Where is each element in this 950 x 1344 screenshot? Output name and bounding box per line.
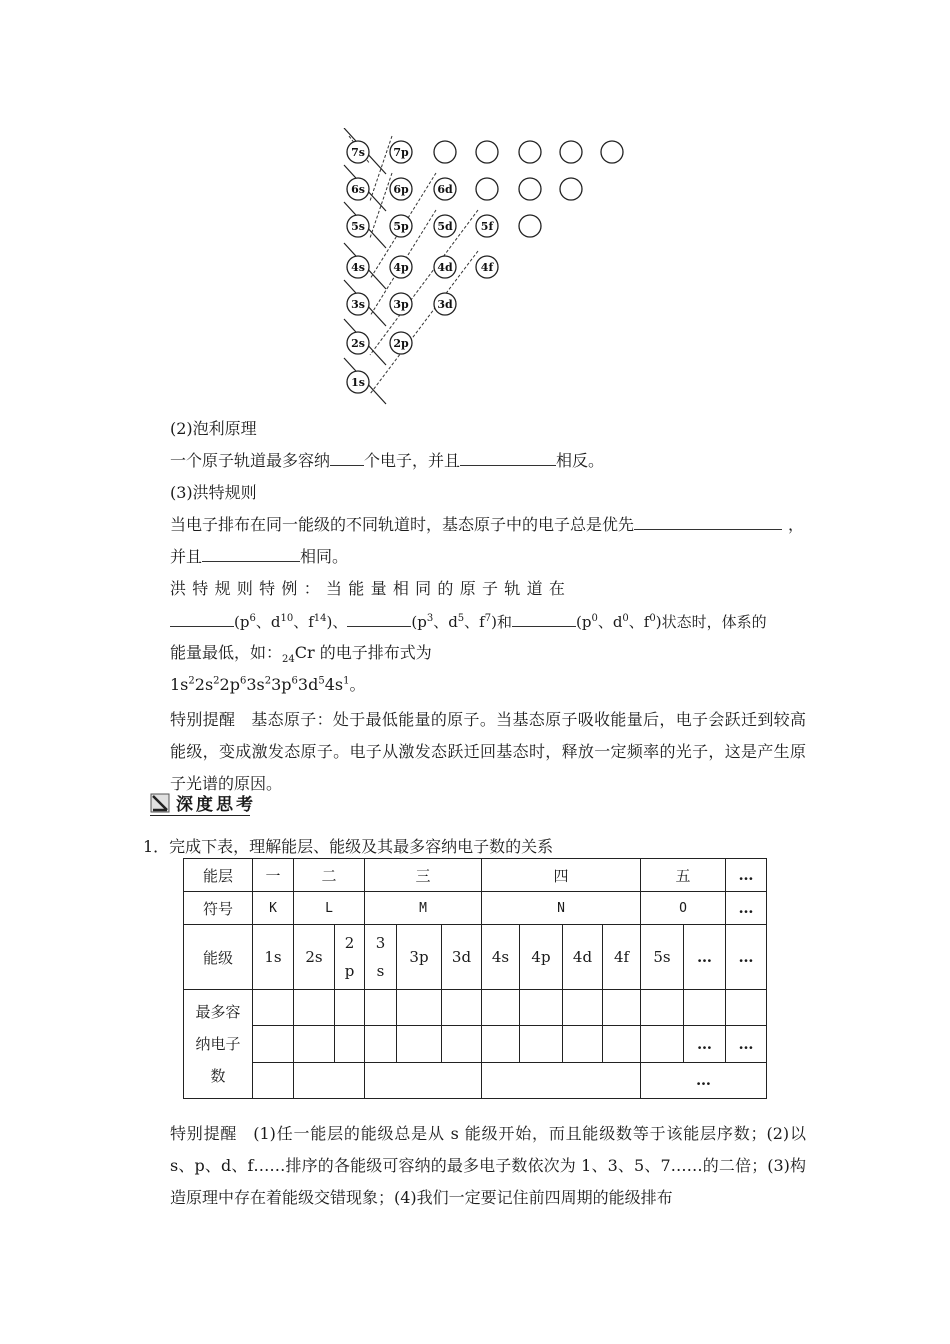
table-row-symbol <box>184 892 767 925</box>
orbital-label-2s: 2s <box>351 337 365 350</box>
hund-a: 当电子排布在同一能级的不同轨道时，基态原子中的电子总是优先 <box>170 515 635 534</box>
tip-energy-levels <box>170 1118 806 1214</box>
diagonal-loop <box>370 251 478 394</box>
blank-cell[interactable] <box>684 990 726 1026</box>
hund-title: (3)洪特规则 <box>170 483 257 502</box>
level-3p: 3p <box>397 925 442 990</box>
layer-1: 一 <box>253 859 294 892</box>
blank-cell[interactable] <box>294 1062 365 1098</box>
hund-d: 相同。 <box>300 547 349 566</box>
row-label-symbol: 符号 <box>184 892 253 925</box>
blank-cell[interactable] <box>294 1026 335 1062</box>
empty-states: ($p^0$、$d^0$、$f^0$)状态时，体系的 <box>575 613 767 631</box>
blank-cell[interactable] <box>726 990 767 1026</box>
ellipsis-cell: … <box>684 1026 726 1062</box>
layer-more: … <box>726 859 767 892</box>
orbital-label-5s: 5s <box>351 220 365 233</box>
blank-cell[interactable] <box>641 990 684 1026</box>
level-4p: 4p <box>520 925 563 990</box>
pauli-line <box>170 448 604 474</box>
blank-cell[interactable] <box>253 990 294 1026</box>
orbital-label-3s: 3s <box>351 298 365 311</box>
orbital-label-6s: 6s <box>351 183 365 196</box>
orbital-label-5f: 5f <box>480 220 494 233</box>
symbol-n: N <box>482 892 641 925</box>
orbital-label-3d: 3d <box>437 298 453 311</box>
pauli-title: (2)泡利原理 <box>170 419 257 438</box>
blank-max-electrons[interactable] <box>330 449 364 466</box>
orbital-label-7s: 7s <box>351 146 365 159</box>
energy-level-table <box>183 858 767 1099</box>
blank-cell[interactable] <box>482 1062 641 1098</box>
blank-cell[interactable] <box>442 990 482 1026</box>
hund-b: ， <box>788 515 805 534</box>
cr-b: Cr 的电子排布式为 <box>294 643 432 662</box>
hund-c: 并且 <box>170 547 203 566</box>
tip2-label: 特别提醒 <box>170 1124 238 1143</box>
level-2s: 2s <box>294 925 335 990</box>
question-1: 1．完成下表，理解能层、能级及其最多容纳电子数的关系 <box>143 837 554 856</box>
symbol-l: L <box>294 892 365 925</box>
ellipsis-cell: … <box>641 1062 767 1098</box>
aufbau-diagram <box>320 128 640 410</box>
orbital-empty <box>519 215 541 237</box>
tip-ground-state <box>170 704 806 800</box>
orbital-empty <box>601 141 623 163</box>
level-3s: 3 s <box>365 925 397 990</box>
orbital-label-4f: 4f <box>480 261 494 274</box>
symbol-more: … <box>726 892 767 925</box>
blank-cell[interactable] <box>365 990 397 1026</box>
orbital-empty <box>519 178 541 200</box>
orbital-label-1s: 1s <box>351 376 365 389</box>
symbol-m: M <box>365 892 482 925</box>
orbital-label-6p: 6p <box>393 183 409 196</box>
level-2p: 2 p <box>335 925 365 990</box>
orbital-empty <box>560 141 582 163</box>
orbital-label-4d: 4d <box>437 261 453 274</box>
hund-line-1 <box>170 512 804 538</box>
table-row-max-layer <box>184 1062 767 1098</box>
table-row-level <box>184 925 767 990</box>
orbital-empty <box>476 141 498 163</box>
orbital-label-3p: 3p <box>393 298 409 311</box>
blank-cell[interactable] <box>603 990 641 1026</box>
blank-cell[interactable] <box>641 1026 684 1062</box>
symbol-o: O <box>641 892 726 925</box>
row-label-level: 能级 <box>184 925 253 990</box>
blank-empty[interactable] <box>512 610 576 627</box>
blank-spin[interactable] <box>460 449 556 466</box>
orbital-label-5d: 5d <box>437 220 453 233</box>
blank-cell[interactable] <box>335 1026 365 1062</box>
row-label-max: 最多容纳电子数 <box>184 990 253 1099</box>
section-rule <box>150 815 250 816</box>
orbital-empty <box>560 178 582 200</box>
blank-cell[interactable] <box>365 1026 397 1062</box>
cr-line <box>170 640 432 666</box>
blank-cell[interactable] <box>520 1026 563 1062</box>
symbol-k: K <box>253 892 294 925</box>
layer-2: 二 <box>294 859 365 892</box>
section-title-text: 深度思考 <box>176 795 256 815</box>
pauli-a: 一个原子轨道最多容纳 <box>170 451 331 470</box>
orbital-empty <box>434 141 456 163</box>
orbital-label-2p: 2p <box>393 337 409 350</box>
blank-cell[interactable] <box>335 990 365 1026</box>
table-row-max-level <box>184 1026 767 1062</box>
ellipsis-cell: … <box>726 1026 767 1062</box>
tip2-body: (1)任一能层的能级总是从 s 能级开始，而且能级数等于该能层序数；(2)以 s、p、d、f……排序的各能级可容纳的最多电子数依次为 1、3、5、7……的二倍；(3)构造原理中存在着能级交错现象；(4)我们一定要记住前四周期的能级排布 <box>170 1124 806 1207</box>
blank-half[interactable] <box>347 610 411 627</box>
level-5s: 5s <box>641 925 684 990</box>
orbital-empty <box>519 141 541 163</box>
tip1-label: 特别提醒 <box>170 710 236 729</box>
level-more: … <box>726 925 767 990</box>
blank-full[interactable] <box>170 610 234 627</box>
section-slash-icon <box>150 793 170 813</box>
level-4s: 4s <box>482 925 520 990</box>
blank-cell[interactable] <box>482 990 520 1026</box>
level-4d: 4d <box>563 925 603 990</box>
blank-cell[interactable] <box>253 1026 294 1062</box>
blank-cell[interactable] <box>563 990 603 1026</box>
tip1-body: 基态原子：处于最低能量的原子。当基态原子吸收能量后，电子会跃迁到较高能级，变成激发态原子。电子从激发态跃迁回基态时，释放一定频率的光子，这是产生原子光谱的原因。 <box>170 710 806 793</box>
orbital-label-4s: 4s <box>351 261 365 274</box>
pauli-c: 相反。 <box>556 451 605 470</box>
table-row-layer <box>184 859 767 892</box>
blank-cell[interactable] <box>520 990 563 1026</box>
layer-3: 三 <box>365 859 482 892</box>
orbital-label-7p: 7p <box>393 146 409 159</box>
layer-5: 五 <box>641 859 726 892</box>
aufbau-svg <box>320 128 640 410</box>
blank-cell[interactable] <box>397 990 442 1026</box>
half-states: ($p^3$、$d^5$、$f^7$)和 <box>411 613 512 631</box>
level-3d: 3d <box>442 925 482 990</box>
diagonal-loop <box>370 210 478 355</box>
full-states: ($p^6$、$d^{10}$、$f^{14}$)、 <box>234 613 348 631</box>
cr-config: $1s^22s^22p^63s^23p^63d^54s^1$。 <box>170 675 366 694</box>
orbital-label-4p: 4p <box>393 261 409 274</box>
blank-cell[interactable] <box>603 1026 641 1062</box>
level-4f: 4f <box>603 925 641 990</box>
level-5-more: … <box>684 925 726 990</box>
blank-cell[interactable] <box>482 1026 520 1062</box>
row-label-layer: 能层 <box>184 859 253 892</box>
layer-4: 四 <box>482 859 641 892</box>
hund-line-2 <box>170 544 348 570</box>
blank-single-occupy[interactable] <box>634 513 782 530</box>
section-deep-thinking <box>150 790 256 815</box>
blank-cell[interactable] <box>563 1026 603 1062</box>
hund-special-states <box>170 607 767 637</box>
table-row-max-orbital <box>184 990 767 1026</box>
blank-cell[interactable] <box>442 1026 482 1062</box>
blank-cell[interactable] <box>365 1062 482 1098</box>
blank-cell[interactable] <box>294 990 335 1026</box>
cr-a: 能量最低，如： <box>170 643 283 662</box>
orbital-label-6d: 6d <box>437 183 453 196</box>
pauli-b: 个电子，并且 <box>364 451 461 470</box>
level-1s: 1s <box>253 925 294 990</box>
cr-atomic-number: 24 <box>282 654 295 666</box>
orbital-label-5p: 5p <box>393 220 409 233</box>
blank-cell[interactable] <box>397 1026 442 1062</box>
hund-special-line: 洪 特 规 则 特 例 ： 当 能 量 相 同 的 原 子 轨 道 在 <box>170 579 566 598</box>
orbital-empty <box>476 178 498 200</box>
blank-cell[interactable] <box>253 1062 294 1098</box>
blank-spin-same[interactable] <box>202 545 300 562</box>
